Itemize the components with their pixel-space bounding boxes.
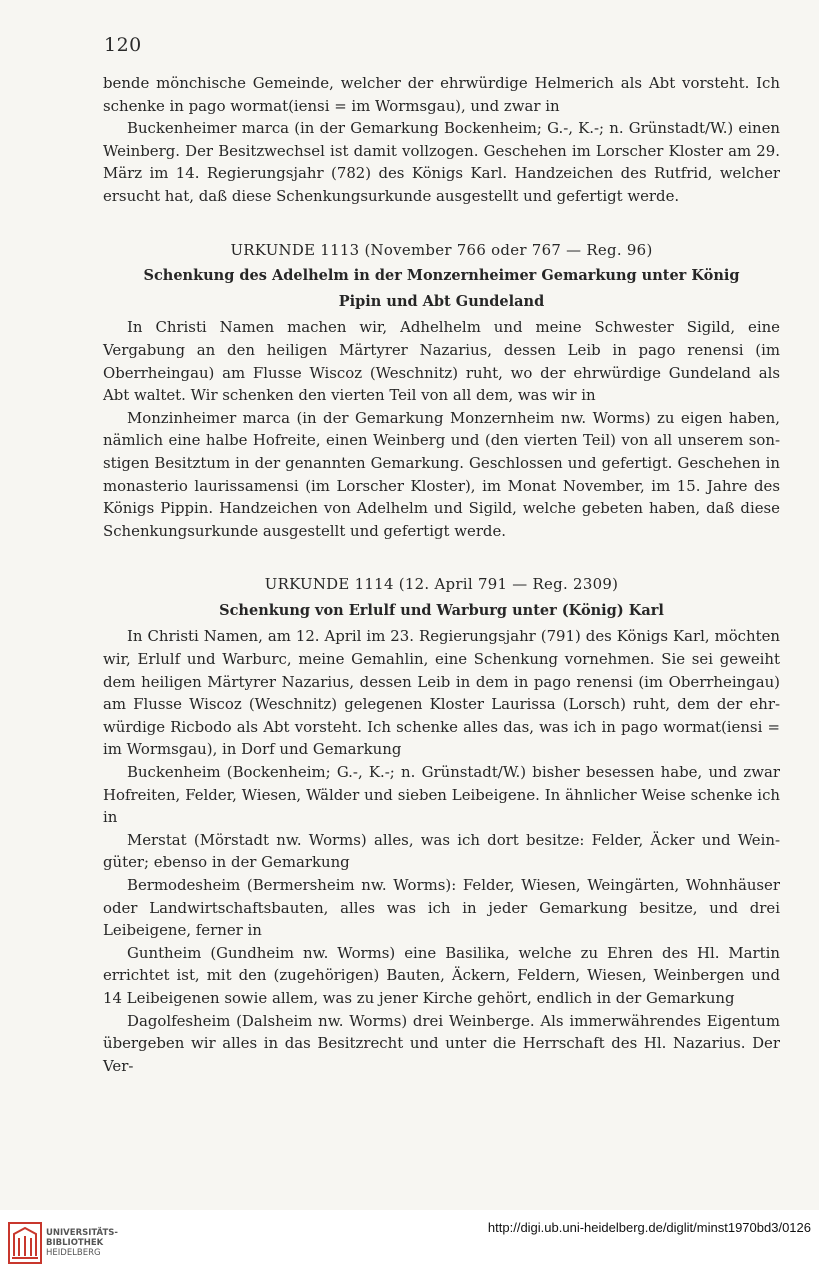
library-name-line-3: HEIDELBERG <box>46 1248 101 1258</box>
document-1114-paragraph-6: Dagolfesheim (Dalsheim nw. Worms) drei Weinberge. Als immerwährendes Eigentum übergeben wir alles in das Besitzrecht und unter die Herrschaft des Hl. Nazarius. Der Ver- <box>103 1011 780 1075</box>
page-number: 120 <box>104 34 142 56</box>
page-body <box>103 72 780 1077</box>
library-name-line-1: UNIVERSITÄTS- <box>46 1228 118 1238</box>
source-url-link[interactable]: http://digi.ub.uni-heidelberg.de/diglit/minst1970bd3/0126 <box>487 1220 811 1235</box>
document-1114-paragraph-3: Merstat (Mörstadt nw. Worms) alles, was ich dort besitze: Felder, Äcker und Weingüter; ebenso in der Gemarkung <box>103 830 780 872</box>
library-name-line-2: BIBLIOTHEK <box>46 1238 104 1248</box>
university-library-logo-icon <box>8 1222 42 1264</box>
document-1114-heading: URKUNDE 1114 (12. April 791 — Reg. 2309) <box>264 575 619 594</box>
document-1113-paragraph-1: In Christi Namen machen wir, Adhelhelm und meine Schwester Sigild, eine Vergabung an den heiligen Märtyrer Nazarius, dessen Leib in pago renensi (im Oberrheingau) am Flusse Wiscoz (Weschnitz) ruht, wo der ehrwürdige Gundeland als Abt waltet. Wir schenken den vierten Teil von all dem, was wir in <box>103 318 780 405</box>
document-1113-title-line-1: Schenkung des Adelhelm in der Monzernheimer Gemarkung unter König <box>143 267 740 285</box>
document-1114-title: Schenkung von Erlulf und Warburg unter (König) Karl <box>219 601 664 619</box>
intro-paragraph-2: Buckenheimer marca (in der Gemarkung Bockenheim; G.-, K.-; n. Grünstadt/W.) einen Weinberg. Der Besitzwechsel ist damit vollzogen. Geschehen im Lorscher Kloster am 29. März im 14. Regierungsjahr (782) des Königs Karl. Handzeichen des Rutfrid, welcher ersucht hat, daß diese Schenkungsurkunde ausgestellt und gefertigt werde. <box>103 119 780 205</box>
document-1113-heading: URKUNDE 1113 (November 766 oder 767 — Reg. 96) <box>230 240 653 259</box>
document-1113-paragraph-2: Monzinheimer marca (in der Gemarkung Monzernheim nw. Worms) zu eigen haben, nämlich eine halbe Hofreite, einen Weinberg und (den vierten Teil) von all unserem sonstigen Besitztum in der genannten Gemarkung. Geschlossen und gefertigt. Geschehen in monasterio laurissamensi (im Lorscher Kloster), im Monat November, im 15. Jahre des Königs Pippin. Handzeichen von Adelhelm und Sigild, welche gebeten haben, daß diese Schenkungsurkunde ausgestellt und gefertigt werde. <box>103 408 780 540</box>
document-1114-paragraph-5: Guntheim (Gundheim nw. Worms) eine Basilika, welche zu Ehren des Hl. Martin errichtet ist, mit den (zugehörigen) Bauten, Äckern, Feldern, Wiesen, Weinbergen und 14 Leibeigenen sowie allem, was zu jener Kirche gehört, endlich in der Gemarkung <box>103 943 780 1007</box>
document-1114-paragraph-1: In Christi Namen, am 12. April im 23. Regierungsjahr (791) des Königs Karl, möchten wir, Erlulf und Warburc, meine Gemahlin, eine Schenkung vornehmen. Sie sei geweiht dem heiligen Märtyrer Nazarius, dessen Leib in dem in pago renensi (im Oberrheingau) am Flusse Wiscoz (Weschnitz) gelegenen Kloster Laurissa (Lorsch) ruht, dem der ehrwürdige Ricbodo als Abt vorsteht. Ich schenke alles das, was ich in pago wormat(iensi = im Wormsgau), in Dorf und Gemarkung <box>103 627 780 759</box>
intro-paragraph-1: bende mönchische Gemeinde, welcher der ehrwürdige Helmerich als Abt vorsteht. Ich schenke in pago wormat(iensi = im Wormsgau), und zwar in <box>103 74 780 115</box>
document-1114-paragraph-2: Buckenheim (Bockenheim; G.-, K.-; n. Grünstadt/W.) bisher besessen habe, und zwar Hofreiten, Felder, Wiesen, Wälder und sieben Leibeigene. In ähnlicher Weise schenke ich in <box>103 763 780 827</box>
document-1114-paragraph-4: Bermodesheim (Bermersheim nw. Worms): Felder, Wiesen, Weingärten, Wohnhäuser oder Landwirtschaftsbauten, alles was ich in jeder Gemarkung besitze, und drei Leibeigene, ferner in <box>103 876 780 940</box>
document-1113-title-line-2: Pipin und Abt Gundeland <box>338 292 545 310</box>
footer-bar <box>0 1210 819 1273</box>
library-name <box>46 1228 118 1258</box>
